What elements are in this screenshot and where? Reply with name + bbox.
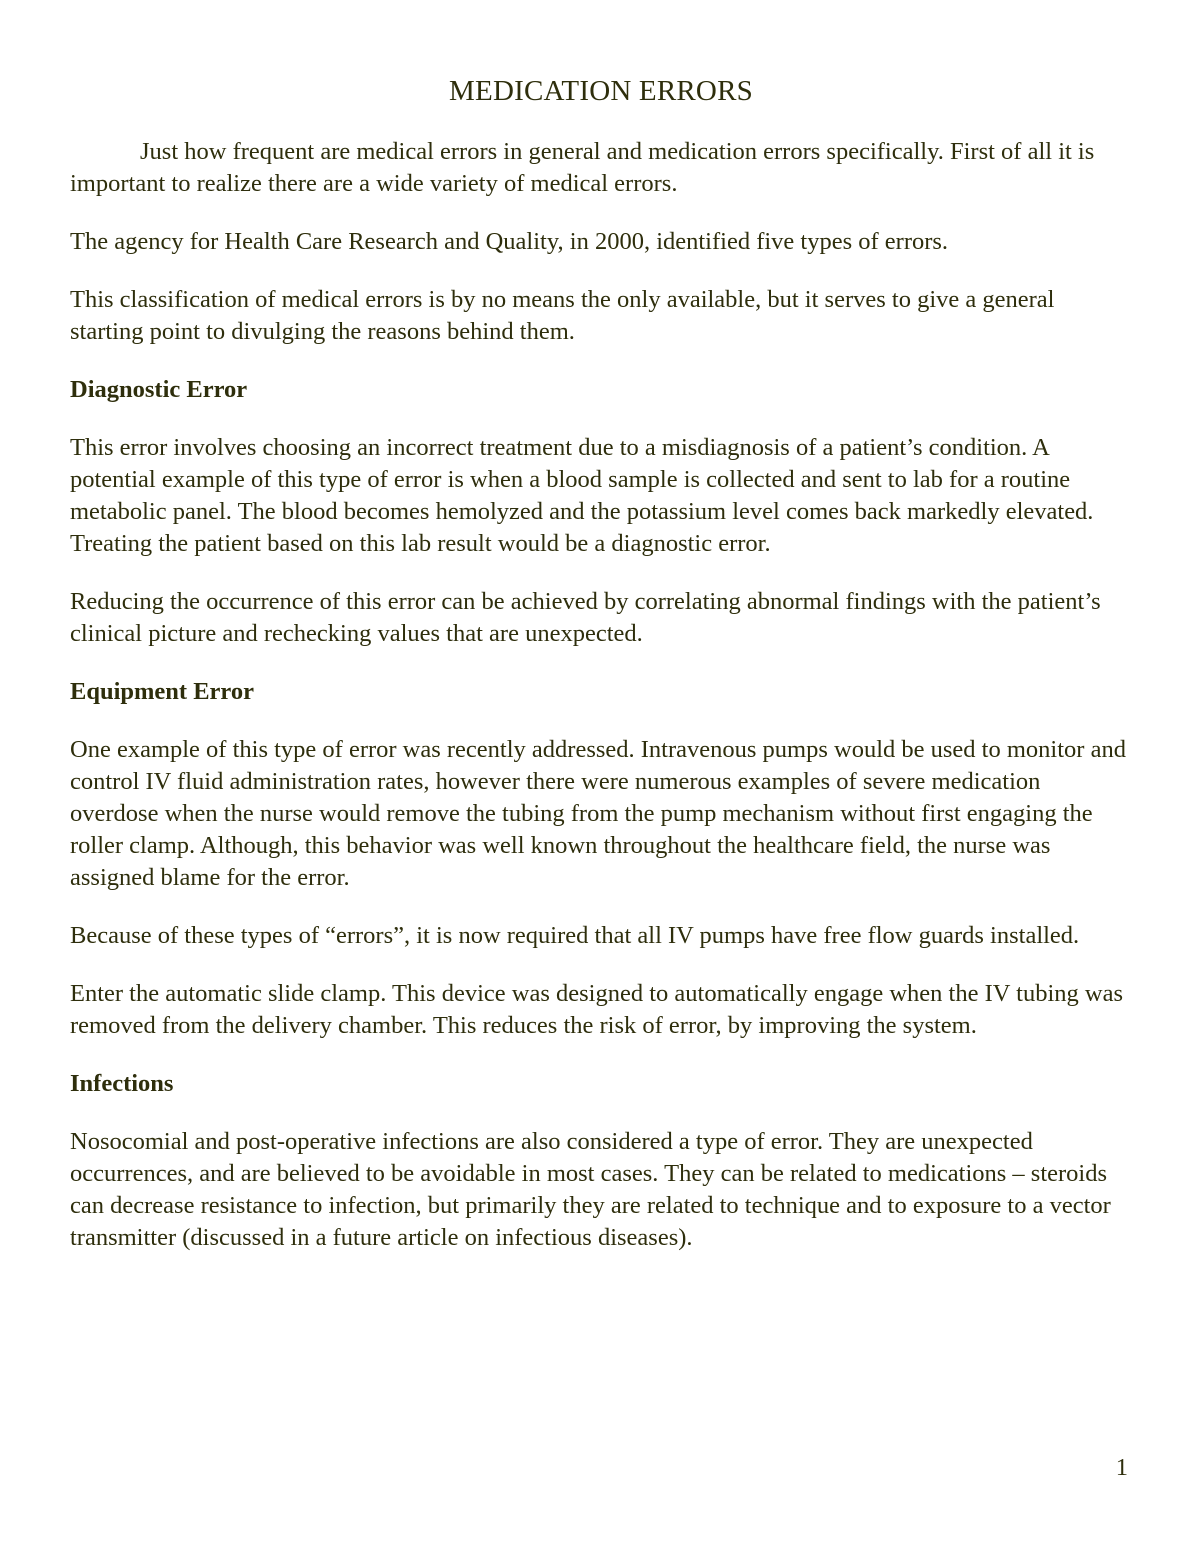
section-paragraph: One example of this type of error was recently addressed. Intravenous pumps would be used to monitor and control IV fluid administration rates, however there were numerous examples of severe medication overdose when the nurse would remove the tubing from the pump mechanism without first engaging the roller clamp. Although, this behavior was well known throughout the healthcare field, the nurse was assigned blame for the error. xyxy=(70,736,1126,891)
page-content xyxy=(70,74,1132,1280)
section-paragraph: Because of these types of “errors”, it is now required that all IV pumps have free flow guards installed. xyxy=(70,922,1080,949)
section-heading-equipment-error: Equipment Error xyxy=(70,678,254,705)
section-paragraph: Reducing the occurrence of this error can be achieved by correlating abnormal findings with the patient’s clinical picture and rechecking values that are unexpected. xyxy=(70,588,1101,647)
section-heading-infections: Infections xyxy=(70,1070,174,1097)
intro-paragraph: The agency for Health Care Research and Quality, in 2000, identified five types of errors. xyxy=(70,228,949,255)
intro-paragraph: This classification of medical errors is by no means the only available, but it serves to give a general starting point to divulging the reasons behind them. xyxy=(70,286,1055,345)
page-number: 1 xyxy=(1115,1454,1128,1481)
section-paragraph: Nosocomial and post-operative infections are also considered a type of error. They are unexpected occurrences, and are believed to be avoidable in most cases. They can be related to medications – steroids can decrease resistance to infection, but primarily they are related to technique and to exposure to a vector transmitter (discussed in a future article on infectious diseases). xyxy=(70,1128,1111,1251)
document-title: MEDICATION ERRORS xyxy=(449,75,753,107)
section-paragraph: Enter the automatic slide clamp. This device was designed to automatically engage when the IV tubing was removed from the delivery chamber. This reduces the risk of error, by improving the system. xyxy=(70,980,1123,1039)
intro-paragraph: Just how frequent are medical errors in general and medication errors specifically. First of all it is important to realize there are a wide variety of medical errors. xyxy=(70,138,1095,197)
section-paragraph: This error involves choosing an incorrect treatment due to a misdiagnosis of a patient’s condition. A potential example of this type of error is when a blood sample is collected and sent to lab for a routine metabolic panel. The blood becomes hemolyzed and the potassium level comes back markedly elevated. Treating the patient based on this lab result would be a diagnostic error. xyxy=(70,434,1094,557)
section-heading-diagnostic-error: Diagnostic Error xyxy=(70,376,248,403)
